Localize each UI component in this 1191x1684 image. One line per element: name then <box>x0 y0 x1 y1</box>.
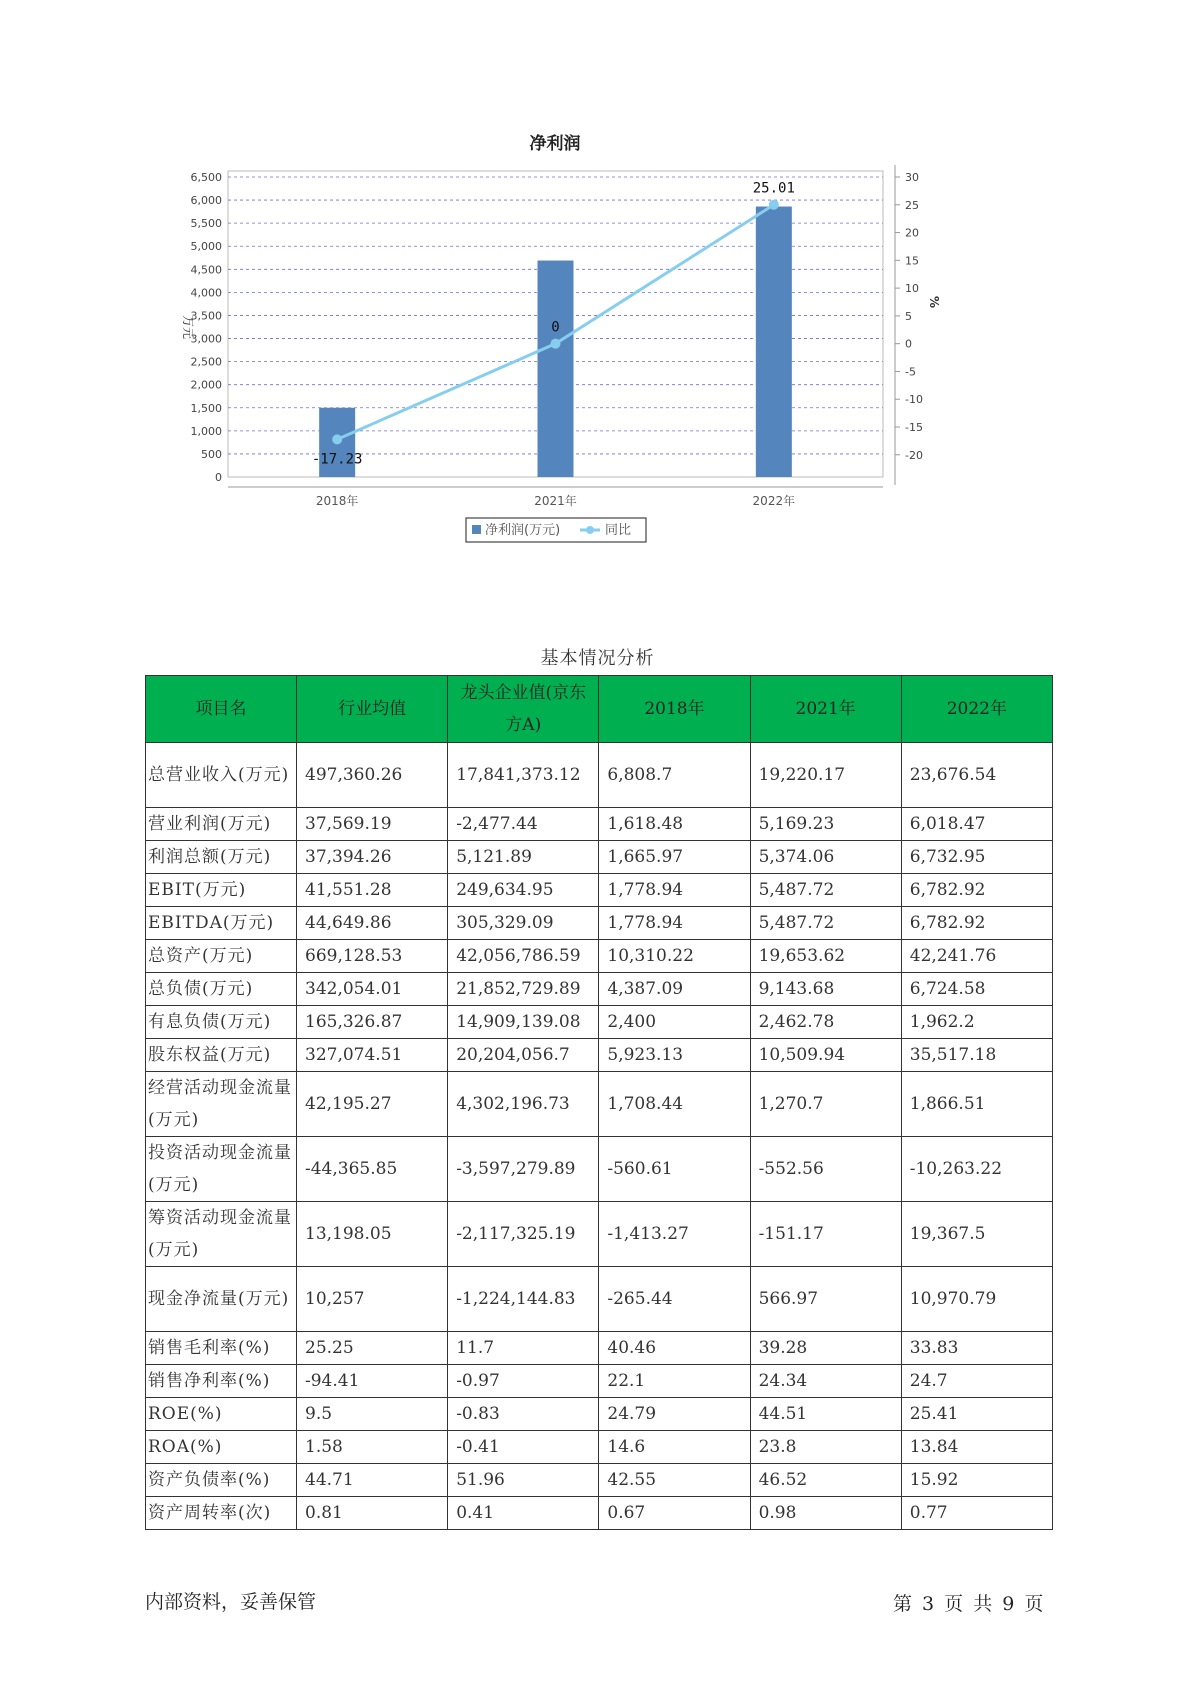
table-cell: 165,326.87 <box>297 1006 448 1039</box>
row-label: 利润总额(万元) <box>146 841 297 874</box>
table-cell: 33.83 <box>901 1332 1052 1365</box>
table-cell: -94.41 <box>297 1365 448 1398</box>
table-cell: 10,970.79 <box>901 1267 1052 1332</box>
table-cell: 9,143.68 <box>750 973 901 1006</box>
y-tick-label: 5,500 <box>190 217 222 231</box>
table-cell: 24.34 <box>750 1365 901 1398</box>
table-cell: 41,551.28 <box>297 874 448 907</box>
table-cell: 10,310.22 <box>599 940 750 973</box>
table-cell: 0.98 <box>750 1497 901 1530</box>
y-tick-label: 2,000 <box>190 378 222 392</box>
data-label: 25.01 <box>752 180 795 197</box>
table-cell: -0.41 <box>448 1431 599 1464</box>
table-cell: 1,618.48 <box>599 808 750 841</box>
table-cell: 1,778.94 <box>599 907 750 940</box>
table-cell: -0.97 <box>448 1365 599 1398</box>
header-cell: 项目名 <box>146 676 297 743</box>
table-cell: 37,394.26 <box>297 841 448 874</box>
table-cell: -10,263.22 <box>901 1137 1052 1202</box>
y-right-tick-label: 20 <box>905 226 919 240</box>
table-cell: 1,708.44 <box>599 1072 750 1137</box>
table-cell: -1,224,144.83 <box>448 1267 599 1332</box>
data-label: -17.23 <box>311 451 363 468</box>
y-right-tick-label: 0 <box>905 337 912 351</box>
net-profit-chart <box>160 125 1040 595</box>
table-cell: 23.8 <box>750 1431 901 1464</box>
row-label: 经营活动现金流量(万元) <box>146 1072 297 1137</box>
row-label: 资产周转率(次) <box>146 1497 297 1530</box>
y-tick-label: 3,500 <box>190 309 222 323</box>
table-row <box>146 1431 1053 1464</box>
header-cell: 龙头企业值(京东方A) <box>448 676 599 743</box>
table-cell: 24.79 <box>599 1398 750 1431</box>
table-body <box>146 743 1053 1530</box>
table-row <box>146 940 1053 973</box>
y-tick-label: 5,000 <box>190 240 222 254</box>
table-cell: 5,121.89 <box>448 841 599 874</box>
table-row <box>146 808 1053 841</box>
y-tick-label: 500 <box>201 447 222 461</box>
table-cell: 6,018.47 <box>901 808 1052 841</box>
table-cell: 51.96 <box>448 1464 599 1497</box>
row-label: 现金净流量(万元) <box>146 1267 297 1332</box>
table-cell: 14.6 <box>599 1431 750 1464</box>
table-cell: 24.7 <box>901 1365 1052 1398</box>
table-cell: -265.44 <box>599 1267 750 1332</box>
legend-bar-swatch <box>472 525 481 534</box>
table-cell: 46.52 <box>750 1464 901 1497</box>
y-right-tick-label: 5 <box>905 309 912 323</box>
legend-line-marker <box>586 526 594 534</box>
row-label: ROE(%) <box>146 1398 297 1431</box>
table-cell: 4,387.09 <box>599 973 750 1006</box>
table-cell: 2,400 <box>599 1006 750 1039</box>
y-right-tick-label: -15 <box>905 421 923 434</box>
y-tick-label: 3,000 <box>190 332 222 346</box>
table-row <box>146 874 1053 907</box>
row-label: 总资产(万元) <box>146 940 297 973</box>
table-row <box>146 1006 1053 1039</box>
table-cell: 40.46 <box>599 1332 750 1365</box>
table-cell: 42,056,786.59 <box>448 940 599 973</box>
table-cell: 1,962.2 <box>901 1006 1052 1039</box>
table-row <box>146 1267 1053 1332</box>
table-cell: -560.61 <box>599 1137 750 1202</box>
table-cell: 0.41 <box>448 1497 599 1530</box>
table-row <box>146 1497 1053 1530</box>
table-cell: 14,909,139.08 <box>448 1006 599 1039</box>
row-label: 有息负债(万元) <box>146 1006 297 1039</box>
table-cell: 1,778.94 <box>599 874 750 907</box>
table-cell: 2,462.78 <box>750 1006 901 1039</box>
table-cell: 6,732.95 <box>901 841 1052 874</box>
x-tick-label: 2022年 <box>752 494 796 508</box>
row-label: 投资活动现金流量(万元) <box>146 1137 297 1202</box>
table-cell: 11.7 <box>448 1332 599 1365</box>
header-cell: 2018年 <box>599 676 750 743</box>
table-cell: 6,808.7 <box>599 743 750 808</box>
row-label: 销售毛利率(%) <box>146 1332 297 1365</box>
table-cell: 13.84 <box>901 1431 1052 1464</box>
table-cell: -1,413.27 <box>599 1202 750 1267</box>
table-cell: 42,241.76 <box>901 940 1052 973</box>
y-right-tick-label: -5 <box>905 365 916 379</box>
table-cell: 5,374.06 <box>750 841 901 874</box>
table-cell: 39.28 <box>750 1332 901 1365</box>
table-cell: 35,517.18 <box>901 1039 1052 1072</box>
table-row <box>146 743 1053 808</box>
table-cell: 342,054.01 <box>297 973 448 1006</box>
y-right-tick-label: 30 <box>905 171 919 184</box>
table-cell: 25.41 <box>901 1398 1052 1431</box>
y-right-tick-label: 15 <box>905 254 919 268</box>
y-tick-label: 6,000 <box>190 194 222 208</box>
table-title: 基本情况分析 <box>540 648 655 669</box>
header-cell: 行业均值 <box>297 676 448 743</box>
bar <box>538 261 574 477</box>
y-right-tick-label: -10 <box>905 393 923 407</box>
legend-label-net-profit: 净利润(万元) <box>485 523 561 538</box>
table-cell: -2,477.44 <box>448 808 599 841</box>
y-right-axis-title: % <box>927 295 941 309</box>
table-cell: 6,724.58 <box>901 973 1052 1006</box>
y-tick-label: 6,500 <box>190 171 222 184</box>
data-label: 0 <box>551 319 560 336</box>
footer-confidential-note: 内部资料，妥善保管 <box>145 1591 317 1613</box>
table-cell: 0.81 <box>297 1497 448 1530</box>
table-cell: 1,665.97 <box>599 841 750 874</box>
table-cell: 19,220.17 <box>750 743 901 808</box>
y-tick-label: 4,000 <box>190 286 222 300</box>
table-cell: 23,676.54 <box>901 743 1052 808</box>
table-cell: 10,257 <box>297 1267 448 1332</box>
basic-analysis-table <box>145 675 1053 1530</box>
chart-title: 净利润 <box>529 134 581 154</box>
legend-label-yoy: 同比 <box>605 523 632 538</box>
table-cell: 9.5 <box>297 1398 448 1431</box>
table-cell: 5,487.72 <box>750 874 901 907</box>
table-cell: 1,270.7 <box>750 1072 901 1137</box>
table-cell: 305,329.09 <box>448 907 599 940</box>
row-label: 股东权益(万元) <box>146 1039 297 1072</box>
table-row <box>146 973 1053 1006</box>
table-cell: 0.77 <box>901 1497 1052 1530</box>
yoy-point <box>551 339 561 349</box>
table-cell: 21,852,729.89 <box>448 973 599 1006</box>
row-label: 筹资活动现金流量(万元) <box>146 1202 297 1267</box>
table-cell: 4,302,196.73 <box>448 1072 599 1137</box>
table-row <box>146 1072 1053 1137</box>
table-cell: 1.58 <box>297 1431 448 1464</box>
table-cell: 44,649.86 <box>297 907 448 940</box>
table-cell: 669,128.53 <box>297 940 448 973</box>
table-cell: 1,866.51 <box>901 1072 1052 1137</box>
table-cell: 44.71 <box>297 1464 448 1497</box>
table-cell: 6,782.92 <box>901 874 1052 907</box>
yoy-point <box>332 434 342 444</box>
table-cell: 44.51 <box>750 1398 901 1431</box>
row-label: ROA(%) <box>146 1431 297 1464</box>
table-cell: 17,841,373.12 <box>448 743 599 808</box>
table-row <box>146 1464 1053 1497</box>
x-tick-label: 2018年 <box>315 494 359 508</box>
table-cell: 19,367.5 <box>901 1202 1052 1267</box>
table-cell: 0.67 <box>599 1497 750 1530</box>
table-cell: 42,195.27 <box>297 1072 448 1137</box>
table-cell: -3,597,279.89 <box>448 1137 599 1202</box>
row-label: EBITDA(万元) <box>146 907 297 940</box>
table-row <box>146 1137 1053 1202</box>
table-header-row <box>146 676 1053 743</box>
row-label: 总负债(万元) <box>146 973 297 1006</box>
table-cell: 497,360.26 <box>297 743 448 808</box>
table-cell: 22.1 <box>599 1365 750 1398</box>
table-row <box>146 1365 1053 1398</box>
y-right-tick-label: 25 <box>905 198 919 212</box>
table-cell: -2,117,325.19 <box>448 1202 599 1267</box>
y-tick-label: 4,500 <box>190 263 222 277</box>
bar <box>756 207 792 477</box>
table-cell: -151.17 <box>750 1202 901 1267</box>
row-label: 资产负债率(%) <box>146 1464 297 1497</box>
table-row <box>146 1202 1053 1267</box>
table-row <box>146 841 1053 874</box>
table-cell: 19,653.62 <box>750 940 901 973</box>
table-cell: -0.83 <box>448 1398 599 1431</box>
row-label: 总营业收入(万元) <box>146 743 297 808</box>
y-right-tick-label: -20 <box>905 448 923 462</box>
y-tick-label: 1,500 <box>190 401 222 415</box>
table-cell: 5,487.72 <box>750 907 901 940</box>
y-tick-label: 2,500 <box>190 355 222 369</box>
table-cell: -44,365.85 <box>297 1137 448 1202</box>
table-cell: 327,074.51 <box>297 1039 448 1072</box>
footer-page-number: 第 3 页 共 9 页 <box>893 1593 1044 1615</box>
table-row <box>146 1039 1053 1072</box>
yoy-point <box>769 200 779 210</box>
table-cell: 25.25 <box>297 1332 448 1365</box>
x-tick-label: 2021年 <box>534 494 577 508</box>
table-cell: 13,198.05 <box>297 1202 448 1267</box>
header-cell: 2021年 <box>750 676 901 743</box>
table-cell: 42.55 <box>599 1464 750 1497</box>
y-right-tick-label: 10 <box>905 282 919 296</box>
table-cell: 6,782.92 <box>901 907 1052 940</box>
row-label: 销售净利率(%) <box>146 1365 297 1398</box>
table-cell: 566.97 <box>750 1267 901 1332</box>
table-row <box>146 907 1053 940</box>
y-tick-label: 1,000 <box>190 424 222 438</box>
table-cell: 15.92 <box>901 1464 1052 1497</box>
header-cell: 2022年 <box>901 676 1052 743</box>
y-tick-label: 0 <box>215 471 222 484</box>
row-label: 营业利润(万元) <box>146 808 297 841</box>
table-row <box>146 1398 1053 1431</box>
table-cell: 37,569.19 <box>297 808 448 841</box>
table-cell: 249,634.95 <box>448 874 599 907</box>
table-cell: 5,169.23 <box>750 808 901 841</box>
table-cell: 20,204,056.7 <box>448 1039 599 1072</box>
table-cell: 10,509.94 <box>750 1039 901 1072</box>
row-label: EBIT(万元) <box>146 874 297 907</box>
table-cell: 5,923.13 <box>599 1039 750 1072</box>
table-cell: -552.56 <box>750 1137 901 1202</box>
table-row <box>146 1332 1053 1365</box>
y-axis-title: 万元 <box>181 314 195 340</box>
